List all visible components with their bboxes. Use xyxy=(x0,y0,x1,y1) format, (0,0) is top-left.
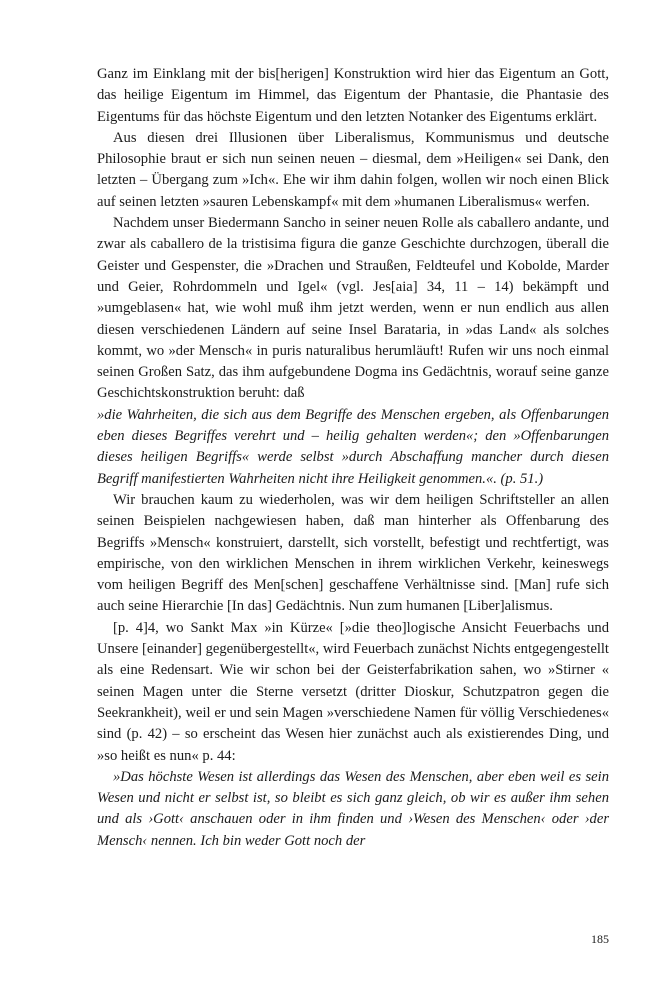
block-quote-2: »Das höchste Wesen ist allerdings das Wesen des Menschen, aber eben weil es sein Wesen und nicht er selbst ist, so bleibt es sich ganz gleich, ob wir es außer ihm sehen und als ›Gott‹ anschauen oder in ihm finden und ›Wesen des Menschen‹ oder ›der Mensch‹ nennen. Ich bin weder Gott noch der xyxy=(97,768,609,849)
paragraph-2: Aus diesen drei Illusionen über Liberalismus, Kommunismus und deutsche Philosophie braut er sich nun seinen neuen – diesmal, dem »Heiligen« sei Dank, den letzten – Übergang zum »Ich«. Ehe wir ihm dahin folgen, wollen wir noch einen Blick auf seinen letzten »sauren Lebenskampf« mit dem »humanen Liberalismus« werfen. xyxy=(97,129,609,210)
paragraph-5: [p. 4]4, wo Sankt Max »in Kürze« [»die theo]logische Ansicht Feuerbachs und Unsere [einander] gegenübergestellt«, wird Feuerbach zunächst Nichts entgegengestellt als eine Redensart. Wie wir schon bei der Geisterfabrikation sahen, wo »Stirner « seinen Magen unter die Sterne versetzt (dritter Dioskur, Schutzpatron gegen die Seekrankheit), weil er und sein Magen »verschiedene Namen für völlig Verschiedenes« sind (p. 42) – so erscheint das Wesen hier zunächst auch als existierendes Ding, und »so heißt es nun« p. 44: xyxy=(97,619,609,764)
paragraph-3: Nachdem unser Biedermann Sancho in seiner neuen Rolle als caballero andante, und zwar als caballero de la tristisima figura die ganze Geschichte durchzogen, überall die Geister und Gespenster, die »Drachen und Straußen, Feldteufel und Kobolde, Marder und Geier, Rohrdommeln und Igel« (vgl. Jes[aia] 34, 11 – 14) bekämpft und »umgeblasen« hat, wie wohl muß ihm jetzt werden, wenn er nun endlich aus allen diesen verschiedenen Ländern auf seine Insel Barataria, in »das Land« als solches kommt, wo »der Mensch« in puris naturalibus herumläuft! Rufen wir uns noch einmal seinen Großen Satz, das ihm aufgebundene Dogma ins Gedächtnis, worauf seine ganze Geschichtskonstruktion beruht: daß xyxy=(97,215,609,402)
paragraph-1: Ganz im Einklang mit der bis[herigen] Konstruktion wird hier das Eigentum an Gott, das heilige Eigentum im Himmel, das Eigentum der Phantasie, die Phantasie des Eigentums für das höchste Eigentum und den letzten Notanker des Eigentums erklärt. xyxy=(97,66,609,125)
block-quote-1: »die Wahrheiten, die sich aus dem Begriffe des Menschen ergeben, als Offenbarungen eben dieses Begriffes verehrt und – heilig gehalten werden«; den »Offenbarungen dieses heiligen Begriffs« werde selbst »durch Abschaffung mancher durch diesen Begriff manifestierten Wahrheiten nicht ihre Heiligkeit genommen.«. (p. 51.) xyxy=(97,406,609,487)
paragraph-4: Wir brauchen kaum zu wiederholen, was wir dem heiligen Schriftsteller an allen seinen Beispielen nachgewiesen haben, daß man hinterher als Offenbarung des Begriffs »Mensch« konstruiert, darstellt, sich vorstellt, befestigt und rechtfertigt, was empirische, von den wirklichen Menschen in ihrem wirklichen Verkehr, keineswegs vom heiligen Begriff des Men[schen] geschaffene Verhältnisse sind. [Man] rufe sich auch seine Hierarchie [In das] Gedächtnis. Nun zum humanen [Liber]alismus. xyxy=(97,491,609,615)
body-text xyxy=(97,64,609,852)
page-number: 185 xyxy=(591,932,609,946)
